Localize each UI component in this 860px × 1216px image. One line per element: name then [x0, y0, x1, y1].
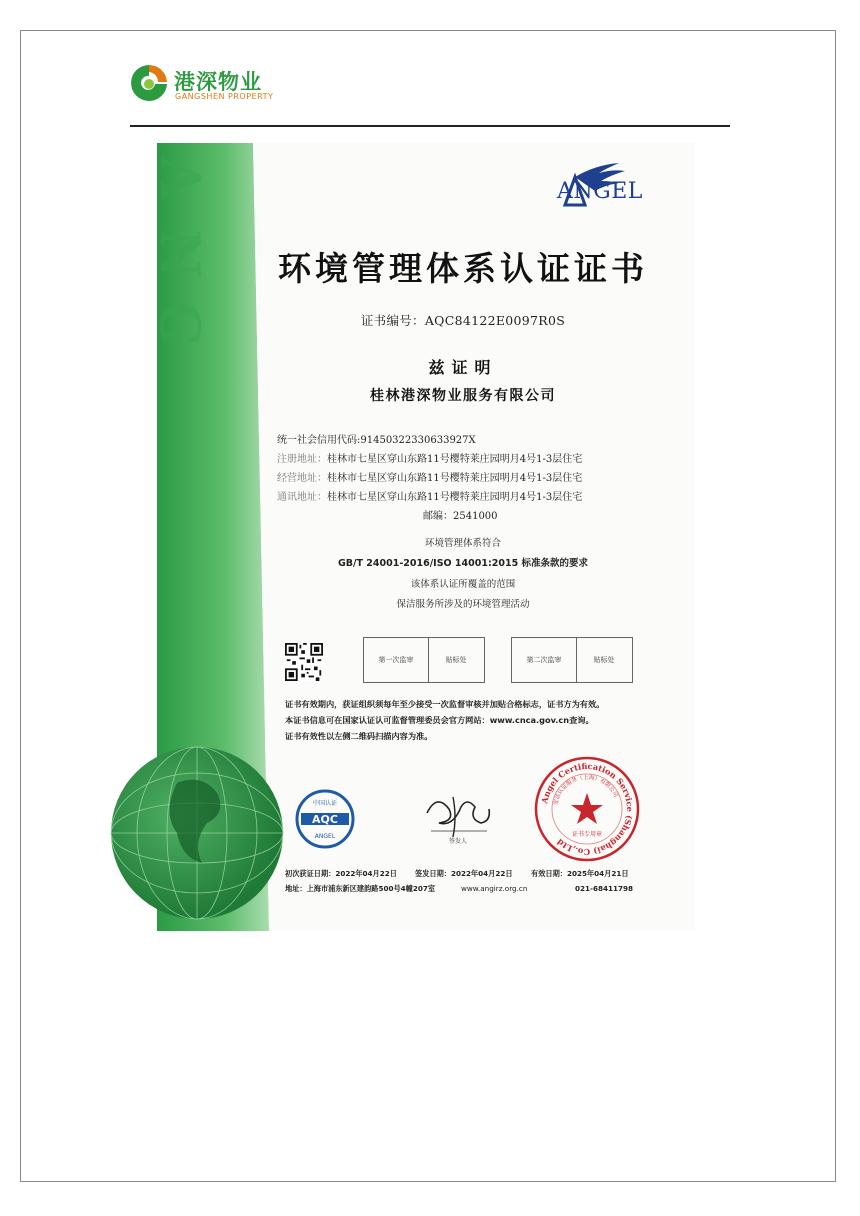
certificate-number: [267, 311, 659, 329]
expiry-date: 有效日期：2025年04月21日: [531, 869, 629, 878]
issuer-phone: 021-68411798: [575, 884, 633, 893]
postcode: 邮编：2541000: [423, 511, 498, 522]
address-registered: 注册地址：桂林市七星区穿山东路11号樱特莱庄园明月4号1-3层住宅: [277, 454, 583, 465]
scope-line: GB/T 24001-2016/ISO 14001:2015 标准条款的要求: [337, 558, 589, 569]
scope-line: 保洁服务所涉及的环境管理活动: [396, 599, 530, 610]
issuer-website: www.angirz.org.cn: [461, 884, 528, 893]
svg-text:G: G: [148, 301, 212, 348]
cert-no-value: AQC84122E0097R0S: [424, 313, 566, 328]
sticker-area: 贴标处: [445, 656, 467, 664]
certificate-image: [148, 143, 695, 931]
address-mailing: 通讯地址：桂林市七星区穿山东路11号樱特莱庄园明月4号1-3层住宅: [277, 492, 583, 503]
audit-stage-label: 第一次监审: [364, 638, 429, 682]
first-audit-box: [363, 637, 485, 683]
note-line: 本证书信息可在国家认证认可监督管理委员会官方网站：www.cnca.gov.cn查询。: [285, 715, 594, 725]
scope-line: 环境管理体系符合: [424, 538, 501, 549]
issuer-address: 地址：上海市浦东新区建韵路500号4幢207室: [285, 884, 436, 893]
seal-star-icon: [571, 793, 603, 824]
logo-swirl-icon: [128, 62, 170, 104]
header-rule: [130, 125, 730, 127]
cert-no-label: 证书编号：: [360, 313, 425, 328]
issue-date: 签发日期：2022年04月22日: [415, 869, 513, 878]
aqc-mark-icon: [293, 787, 357, 851]
logo-name-en: GANGSHEN PROPERTY: [175, 92, 274, 101]
scope-line: 该体系认证所覆盖的范围: [410, 579, 516, 590]
address-business: 经营地址：桂林市七星区穿山东路11号樱特莱庄园明月4号1-3层住宅: [277, 473, 583, 484]
note-line: 证书有效性以左侧二维码扫描内容为准。: [285, 731, 433, 741]
svg-text:N: N: [148, 229, 212, 279]
seal-ring-text: Angel Certification Service (Shanghai) Co.,Ltd: [539, 760, 636, 858]
svg-text:A: A: [148, 157, 212, 199]
note-line: 证书有效期内，获证组织须每年至少接受一次监督审核并加贴合格标志，证书方为有效。: [285, 699, 605, 709]
company-logo: [128, 62, 288, 108]
signer-label: 签发人: [448, 838, 467, 845]
company-name: 桂林港深物业服务有限公司: [370, 388, 556, 404]
hereby-certify: 兹证明: [428, 358, 498, 377]
aqc-mid-text: AQC: [312, 813, 338, 826]
seal-center-text: 证书专用章: [571, 831, 603, 838]
brand-text: ANGEL: [557, 179, 643, 204]
sticker-area: 贴标处: [593, 656, 615, 664]
second-audit-box: [511, 637, 633, 683]
qr-code[interactable]: [285, 643, 323, 681]
certificate-title: 环境管理体系认证证书: [278, 249, 648, 288]
seal-cn-text: 安洁认证服务（上海）有限公司: [553, 774, 619, 806]
first-issue-date: 初次获证日期：2022年04月22日: [285, 869, 397, 878]
credit-code: 统一社会信用代码:91450322330633927X: [277, 435, 476, 446]
company-seal: [533, 755, 641, 863]
audit-stage-label: 第二次监审: [512, 638, 577, 682]
logo-name-cn: 港深物业: [174, 70, 262, 94]
aqc-bottom-text: ANGEL: [314, 833, 336, 840]
aqc-top-text: 中国认证: [312, 800, 338, 807]
